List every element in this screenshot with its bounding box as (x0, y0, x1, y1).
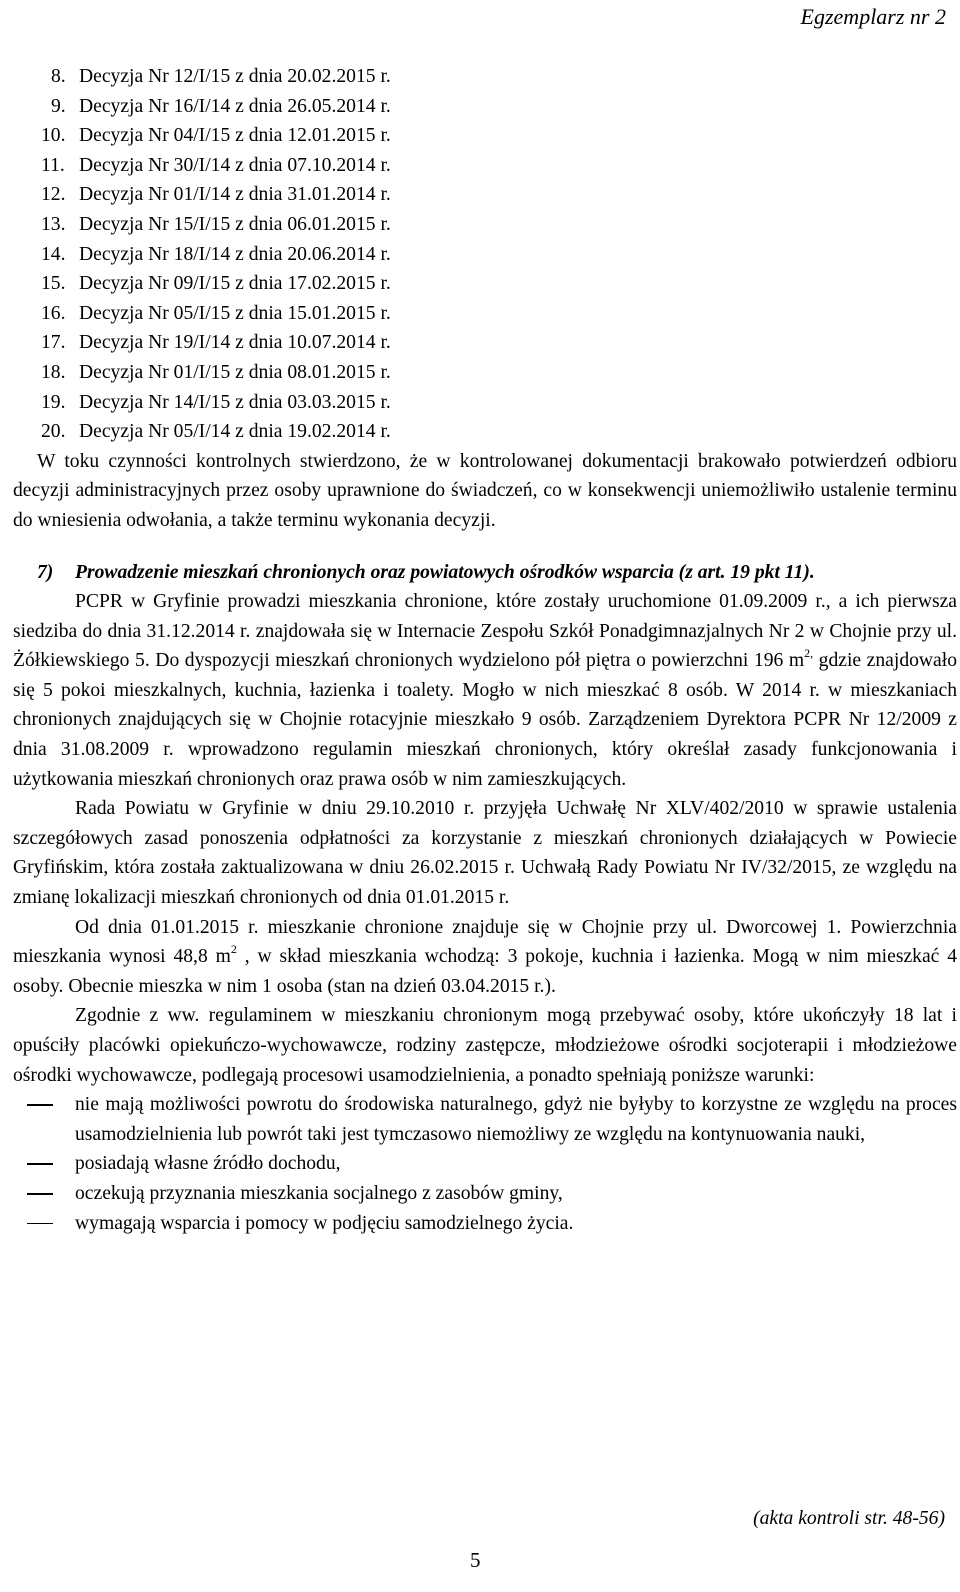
list-item-number: 8. (51, 66, 66, 87)
list-item-number: 20. (41, 421, 66, 443)
list-item (41, 358, 957, 388)
list-item-number: 11. (41, 154, 65, 176)
list-item (41, 417, 957, 447)
paragraph-resolution: Rada Powiatu w Gryfinie w dniu 29.10.2010 r. przyjęła Uchwałę Nr XLV/402/2010 w sprawie ustalenia szczegółowych zasad ponoszenia odpłatności za korzystanie z mieszkań chronionych działających w Powiecie Gryfińskim, która została zaktualizowana w dniu 26.02.2015 r. Uchwałą Rady Powiatu Nr IV/32/2015, ze względu na zmianę lokalizacji mieszkań chronionych od dnia 01.01.2015 r. (13, 798, 957, 909)
list-item (41, 210, 957, 240)
list-item-number: 14. (41, 243, 66, 265)
list-item (41, 121, 957, 151)
conditions-list (13, 1090, 957, 1238)
page-content (13, 62, 957, 1238)
list-item-text: Decyzja Nr 30/I/14 z dnia 07.10.2014 r. (79, 154, 391, 176)
list-item-number: 15. (41, 273, 66, 295)
paragraph-current-apartment (13, 913, 957, 1002)
paragraph-location (13, 587, 957, 794)
paragraph-text: PCPR w Gryfinie prowadzi mieszkania chronione, które zostały uruchomione 01.09.2009 r., a ich pierwsza siedziba do dnia 31.12.2014 r. znajdowała się w Internacie Zespołu Szkół Ponadgimnazjalnych Nr 2 w Chojnie przy ul. Żółkiewskiego 5. Do dyspozycji mieszkań chronionych wydzielono pół piętra o powierzchni 196 m (13, 591, 957, 672)
list-item-text: Decyzja Nr 19/I/14 z dnia 10.07.2014 r. (79, 332, 391, 354)
list-item-number: 17. (41, 332, 66, 354)
section-heading (13, 558, 957, 588)
source-note: (akta kontroli str. 48-56) (753, 1508, 945, 1529)
copy-label: Egzemplarz nr 2 (800, 4, 946, 29)
list-item-number: 9. (51, 95, 66, 117)
list-item-text: Decyzja Nr 15/I/15 z dnia 06.01.2015 r. (79, 213, 391, 235)
list-item-number: 12. (41, 184, 66, 206)
list-item (75, 1179, 957, 1209)
list-item-text: nie mają możliwości powrotu do środowiska naturalnego, gdyż nie byłyby to korzystne ze względu na proces usamodzielnienia lub powrót taki jest tymczasowo niemożliwy ze względu na kontynuowania nauki, (75, 1094, 957, 1145)
list-item (75, 1149, 957, 1179)
list-item-text: Decyzja Nr 16/I/14 z dnia 26.05.2014 r. (79, 95, 391, 117)
list-item-text: Decyzja Nr 01/I/15 z dnia 08.01.2015 r. (79, 361, 391, 383)
list-item (41, 388, 957, 418)
list-item (41, 269, 957, 299)
paragraph-text: , w skład mieszkania wchodzą: 3 pokoje, kuchnia i łazienka. Mogą w nim mieszkać 4 osoby. Obecnie mieszka w nim 1 osoba (stan na dzień 03.04.2015 r.). (13, 946, 957, 997)
section-number: 7) (37, 561, 54, 583)
decision-list (13, 62, 957, 447)
list-item-number: 10. (41, 125, 66, 147)
list-item-text: Decyzja Nr 05/I/14 z dnia 19.02.2014 r. (79, 421, 391, 443)
list-item (41, 328, 957, 358)
list-item (41, 240, 957, 270)
list-item-text: Decyzja Nr 12/I/15 z dnia 20.02.2015 r. (79, 66, 391, 87)
list-item-text: posiadają własne źródło dochodu, (75, 1153, 341, 1175)
list-item-text: wymagają wsparcia i pomocy w podjęciu samodzielnego życia. (75, 1212, 574, 1234)
superscript: 2, (804, 646, 814, 661)
list-item (41, 180, 957, 210)
list-item (51, 92, 957, 122)
paragraph-regulations: Zgodnie z ww. regulaminem w mieszkaniu chronionym mogą przebywać osoby, które ukończyły 18 lat i opuściły placówki opiekuńczo-wychowawcze, rodziny zastępcze, młodzieżowe ośrodki socjoterapii i młodzieżowe ośrodki wychowawcze, podlegają procesowi usamodzielnienia, a ponadto spełniają poniższe warunki: (13, 1005, 957, 1086)
list-item-text: Decyzja Nr 09/I/15 z dnia 17.02.2015 r. (79, 273, 391, 295)
list-item (41, 299, 957, 329)
list-item-text: Decyzja Nr 18/I/14 z dnia 20.06.2014 r. (79, 243, 391, 265)
list-item-number: 13. (41, 213, 66, 235)
page-number: 5 (470, 1548, 481, 1572)
list-item-number: 19. (41, 391, 66, 413)
list-item (41, 151, 957, 181)
list-item-text: Decyzja Nr 01/I/14 z dnia 31.01.2014 r. (79, 184, 391, 206)
paragraph-text: gdzie znajdowało się 5 pokoi mieszkalnych, kuchnia, łazienka i toalety. Mogło w nich mieszkać 8 osób. W 2014 r. w mieszkaniach chronionych znajdujących się w Chojnie rotacyjnie mieszkało 9 osób. Zarządzeniem Dyrektora PCPR Nr 12/2009 z dnia 31.08.2009 r. wprowadzono regulamin mieszkań chronionych, który określał zasady funkcjonowania i użytkowania mieszkań chronionych oraz prawa osób w nim zamieszkujących. (13, 650, 957, 790)
list-item-number: 18. (41, 361, 66, 383)
list-item (75, 1090, 957, 1149)
list-item-text: Decyzja Nr 04/I/15 z dnia 12.01.2015 r. (79, 125, 391, 147)
list-item-text: oczekują przyznania mieszkania socjalnego z zasobów gminy, (75, 1182, 563, 1204)
list-item-text: Decyzja Nr 05/I/15 z dnia 15.01.2015 r. (79, 302, 391, 324)
finding-paragraph: W toku czynności kontrolnych stwierdzono, że w kontrolowanej dokumentacji brakowało potwierdzeń odbioru decyzji administracyjnych przez osoby uprawnione do świadczeń, co w konsekwencji uniemożliwiło ustalenie terminu do wniesienia odwołania, a także terminu wykonania decyzji. (13, 450, 957, 531)
section-title: Prowadzenie mieszkań chronionych oraz powiatowych ośrodków wsparcia (z art. 19 pkt 11). (75, 561, 815, 583)
paragraph-text: Od dnia 01.01.2015 r. mieszkanie chronione znajduje się w Chojnie przy ul. Dworcowej 1. Powierzchnia mieszkania wynosi 48,8 m (13, 916, 957, 968)
list-item (51, 62, 957, 92)
list-item-number: 16. (41, 302, 66, 324)
list-item-text: Decyzja Nr 14/I/15 z dnia 03.03.2015 r. (79, 391, 391, 413)
list-item (75, 1209, 957, 1239)
superscript: 2 (230, 942, 237, 957)
